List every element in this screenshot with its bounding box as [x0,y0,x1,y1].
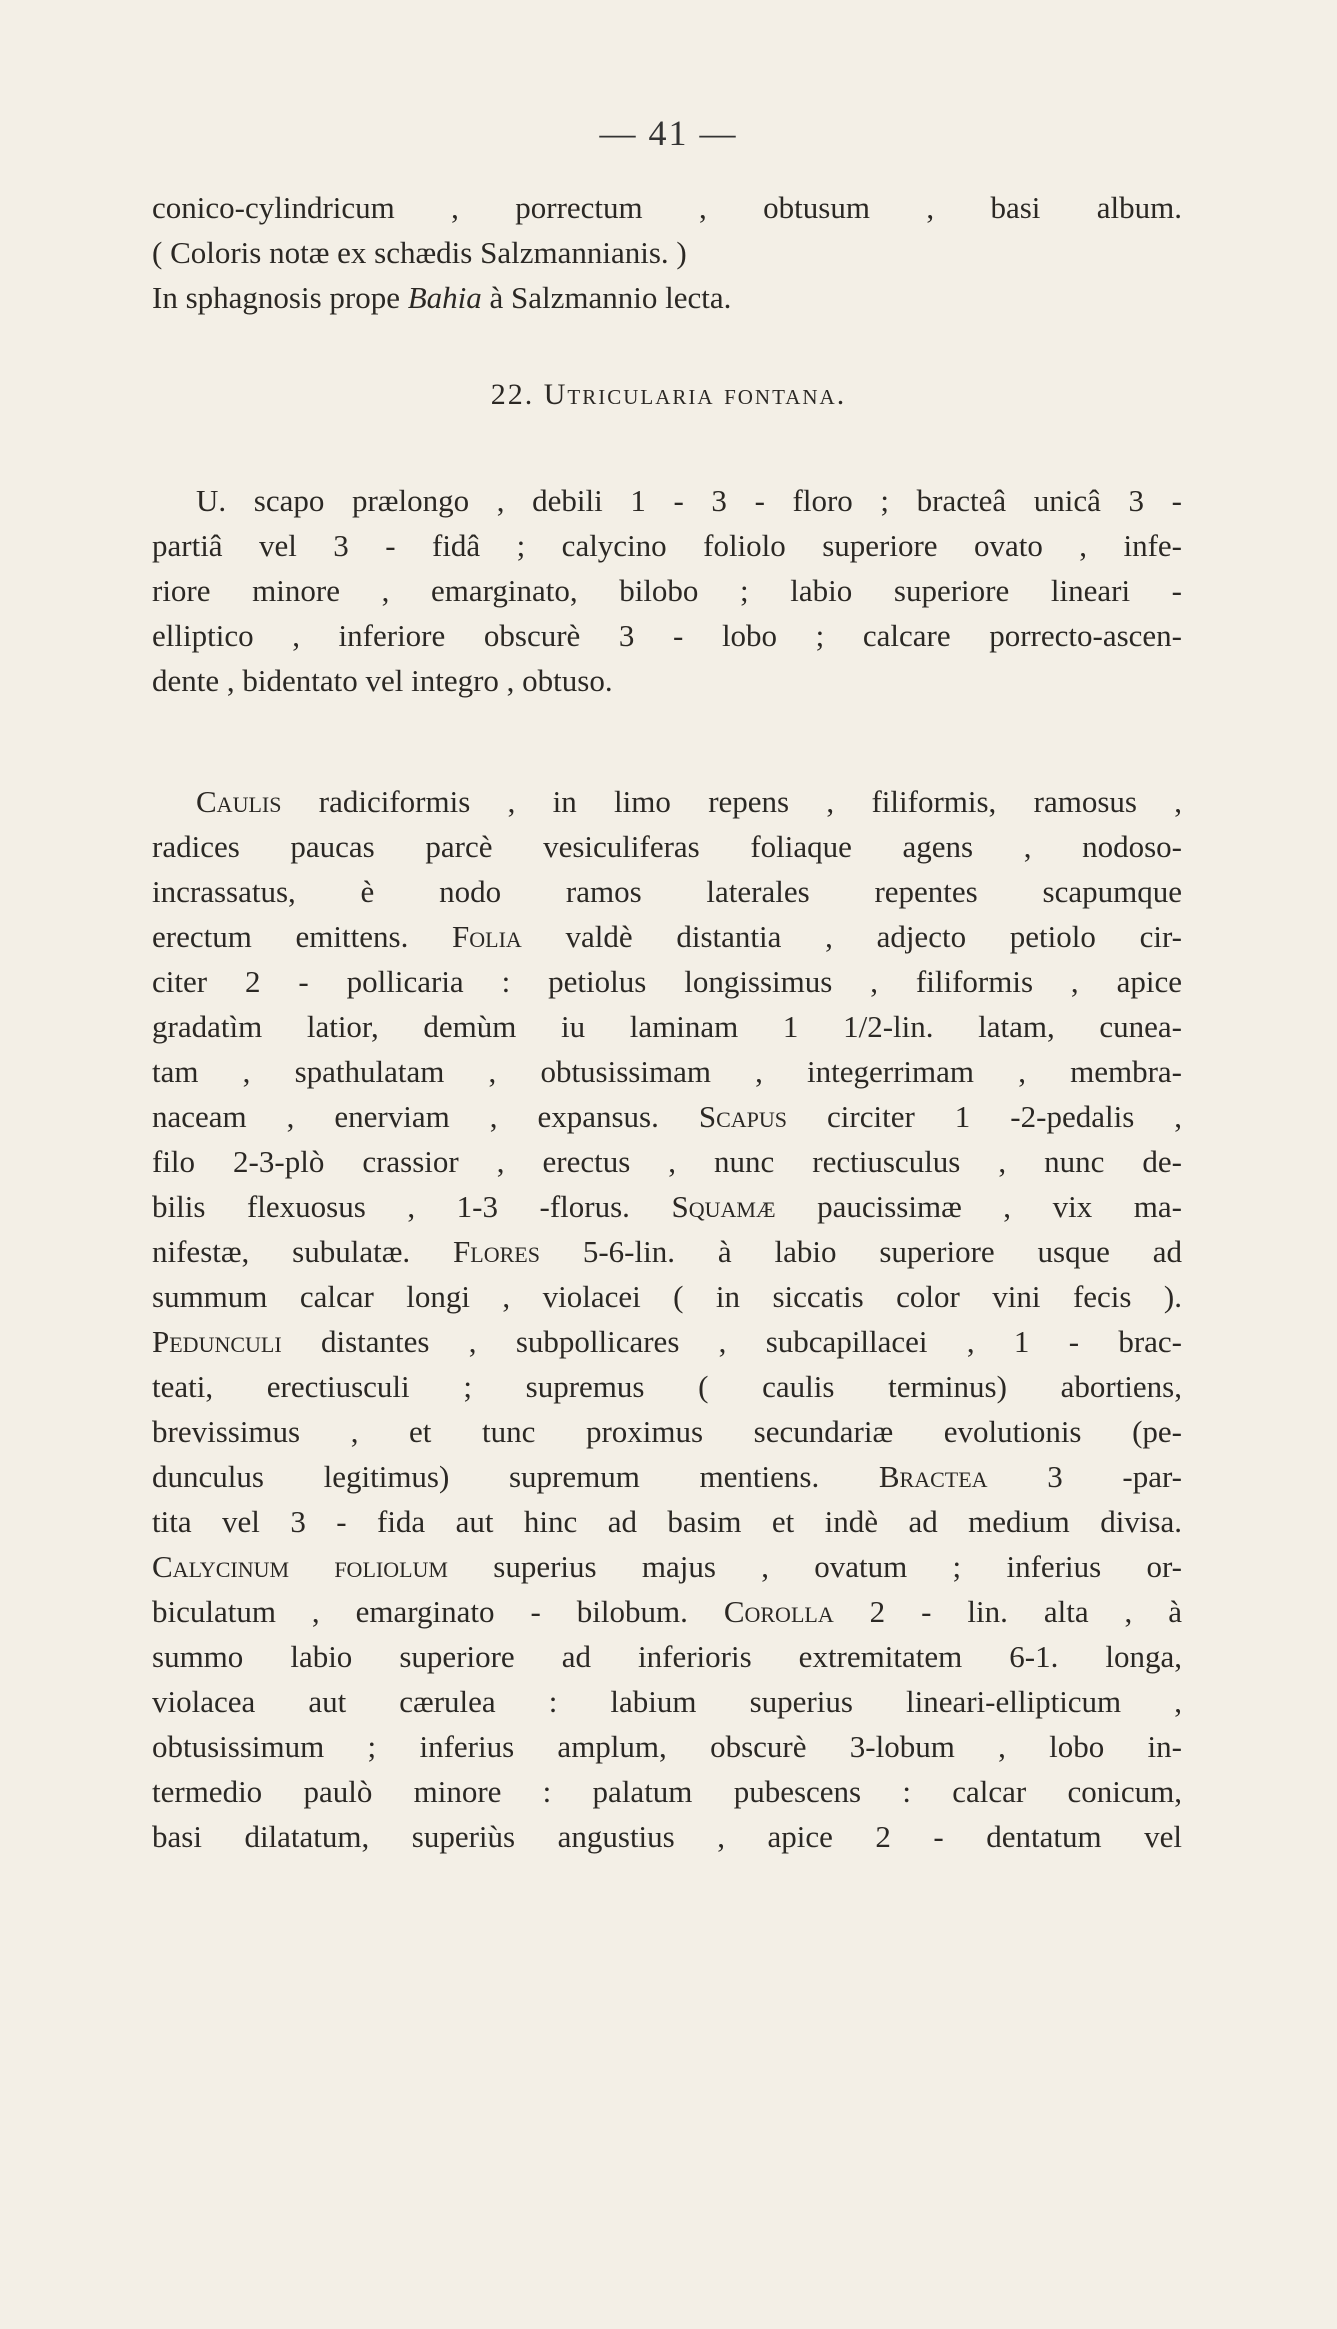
text-line: tam , spathulatam , obtusissimam , integerrimam , membra- [152,1054,1182,1089]
text-line: obtusissimum ; inferius amplum, obscurè 3-lobum , lobo in- [152,1729,1182,1764]
text-line: riore minore , emarginato, bilobo ; labio superiore lineari - [152,573,1182,608]
term-calycinum-foliolum: Calycinum foliolum [152,1549,448,1584]
text-line: incrassatus, è nodo ramos laterales repentes scapumque [152,874,1182,909]
text-line: Calycinum foliolum superius majus , ovatum ; inferius or- [152,1549,1182,1584]
text-line: Caulis radiciformis , in limo repens , filiformis, ramosus , [196,784,1182,819]
page-number: — 41 — [599,113,738,153]
text-line: teati, erectiusculi ; supremus ( caulis terminus) abortiens, [152,1369,1182,1404]
text-line: basi dilatatum, superiùs angustius , apice 2 - dentatum vel [152,1819,1182,1854]
text-line: tita vel 3 - fida aut hinc ad basim et indè ad medium divisa. [152,1504,1182,1539]
place-name: Bahia [407,280,482,315]
term-folia: Folia [452,919,522,954]
text-line: dunculus legitimus) supremum mentiens. Bractea 3 -par- [152,1459,1182,1494]
text-line: erectum emittens. Folia valdè distantia , adjecto petiolo cir- [152,919,1182,954]
term-caulis: Caulis [196,784,282,819]
text-line: naceam , enerviam , expansus. Scapus circiter 1 -2-pedalis , [152,1099,1183,1134]
term-flores: Flores [453,1234,540,1269]
text-line: brevissimus , et tunc proximus secundariæ evolutionis (pe- [152,1414,1182,1449]
term-pedunculi: Pedunculi [152,1324,282,1359]
term-bractea: Bractea [878,1459,988,1494]
text-line: conico-cylindricum , porrectum , obtusum , basi album. [152,190,1182,225]
locality-line: In sphagnosis prope Bahia à Salzmannio lecta. [152,280,732,315]
text-line: bilis flexuosus , 1-3 -florus. Squamæ paucissimæ , vix ma- [152,1189,1182,1224]
text-line: gradatìm latior, demùm iu laminam 1 1/2-lin. latam, cunea- [152,1009,1182,1044]
text-line: radices paucas parcè vesiculiferas foliaque agens , nodoso- [152,829,1182,864]
text-line: Pedunculi distantes , subpollicares , subcapillacei , 1 - brac- [152,1324,1182,1359]
description-paragraph [152,779,1182,1859]
text-line: filo 2-3-plò crassior , erectus , nunc rectiusculus , nunc de- [152,1144,1182,1179]
text-line: summo labio superiore ad inferioris extremitatem 6-1. longa, [152,1639,1182,1674]
term-scapus: Scapus [698,1099,788,1134]
text-line: biculatum , emarginato - bilobum. Corolla 2 - lin. alta , à [152,1594,1182,1629]
term-squamae: Squamæ [671,1189,776,1224]
text-line: dente , bidentato vel integro , obtuso. [152,663,613,698]
text-line: citer 2 - pollicaria : petiolus longissimus , filiformis , apice [152,964,1182,999]
term-corolla: Corolla [723,1594,834,1629]
text-line: partiâ vel 3 - fidâ ; calycino foliolo superiore ovato , infe- [152,528,1182,563]
text-line: U. scapo prælongo , debili 1 - 3 - floro ; bracteâ unicâ 3 - [196,483,1182,518]
text-line: violacea aut cærulea : labium superius lineari-ellipticum , [152,1684,1182,1719]
text-line: summum calcar longi , violacei ( in siccatis color vini fecis ). [152,1279,1182,1314]
text-line: nifestæ, subulatæ. Flores 5-6-lin. à labio superiore usque ad [152,1234,1182,1269]
intro-paragraph [152,185,1182,320]
diagnosis-paragraph [152,478,1182,703]
text-line: elliptico , inferiore obscurè 3 - lobo ; calcare porrecto-ascen- [152,618,1182,653]
text-line: ( Coloris notæ ex schædis Salzmannianis. ) [152,235,687,270]
species-heading: 22. Utricularia fontana. [490,378,847,411]
text-line: termedio paulò minore : palatum pubescens : calcar conicum, [152,1774,1182,1809]
